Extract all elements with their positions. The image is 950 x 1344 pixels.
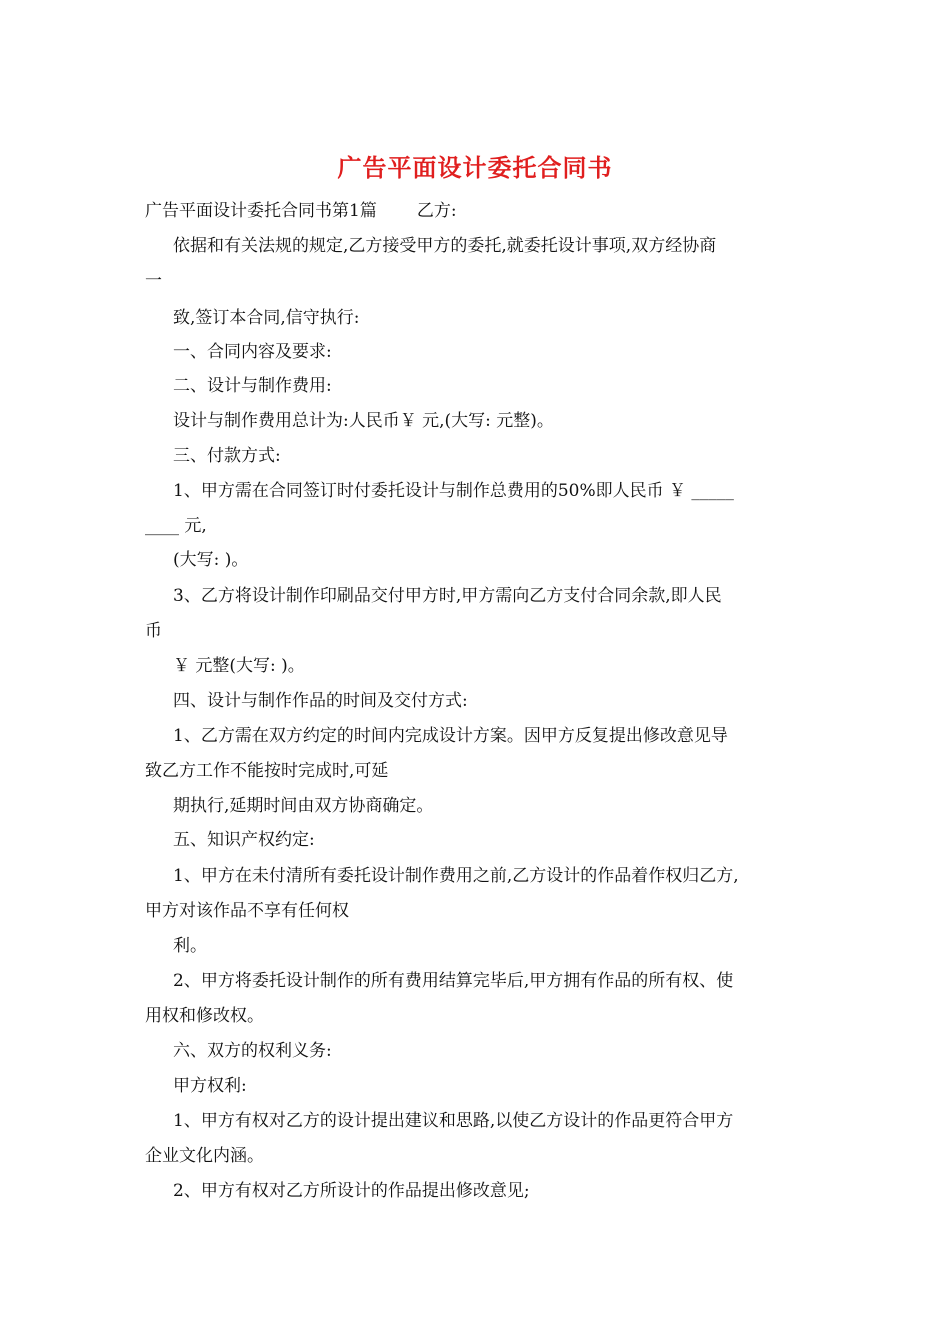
section-heading: 五、知识产权约定: bbox=[173, 830, 315, 850]
paragraph-line: 依据和有关法规的规定,乙方接受甲方的委托,就委托设计事项,双方经协商 bbox=[173, 236, 717, 256]
paragraph-line: 1、甲方有权对乙方的设计提出建议和思路,以使乙方设计的作品更符合甲方 bbox=[173, 1111, 734, 1131]
doc-subtitle: 广告平面设计委托合同书第1篇 bbox=[145, 201, 377, 221]
document-title: 广告平面设计委托合同书 bbox=[337, 153, 613, 182]
section-heading: 二、设计与制作费用: bbox=[173, 376, 332, 396]
paragraph-line: 1、乙方需在双方约定的时间内完成设计方案。因甲方反复提出修改意见导 bbox=[173, 726, 728, 746]
paragraph-line: 企业文化内涵。 bbox=[145, 1146, 264, 1166]
paragraph-line: 致乙方工作不能按时完成时,可延 bbox=[145, 761, 389, 781]
paragraph-line: ￥ 元整(大写: )。 bbox=[173, 656, 305, 676]
section-heading: 三、付款方式: bbox=[173, 446, 281, 466]
paragraph-line: 一 bbox=[145, 271, 162, 291]
paragraph-line: 1、甲方需在合同签订时付委托设计与制作总费用的50%即人民币 ￥ _____ bbox=[173, 481, 734, 501]
paragraph-line: 设计与制作费用总计为:人民币￥ 元,(大写: 元整)。 bbox=[173, 411, 554, 431]
section-heading: 四、设计与制作作品的时间及交付方式: bbox=[173, 691, 468, 711]
paragraph-line: 期执行,延期时间由双方协商确定。 bbox=[173, 796, 434, 816]
party-b-label: 乙方: bbox=[416, 201, 457, 221]
paragraph-line: 币 bbox=[145, 621, 162, 641]
section-heading: 六、双方的权利义务: bbox=[173, 1041, 332, 1061]
paragraph-line: 利。 bbox=[173, 936, 207, 956]
paragraph-line: 用权和修改权。 bbox=[145, 1006, 264, 1026]
paragraph-line: 2、甲方有权对乙方所设计的作品提出修改意见; bbox=[173, 1181, 530, 1201]
paragraph-line: 致,签订本合同,信守执行: bbox=[173, 308, 360, 328]
section-heading: 一、合同内容及要求: bbox=[173, 342, 332, 362]
paragraph-line: 3、乙方将设计制作印刷品交付甲方时,甲方需向乙方支付合同余款,即人民 bbox=[173, 586, 722, 606]
paragraph-line: 1、甲方在未付清所有委托设计制作费用之前,乙方设计的作品着作权归乙方, bbox=[173, 866, 739, 886]
paragraph-line: 甲方对该作品不享有任何权 bbox=[145, 901, 349, 921]
paragraph-line: ____ 元, bbox=[145, 516, 207, 536]
paragraph-line bbox=[145, 199, 457, 223]
paragraph-line: (大写: )。 bbox=[173, 550, 249, 570]
paragraph-line: 2、甲方将委托设计制作的所有费用结算完毕后,甲方拥有作品的所有权、使 bbox=[173, 971, 734, 991]
paragraph-line: 甲方权利: bbox=[173, 1076, 247, 1096]
